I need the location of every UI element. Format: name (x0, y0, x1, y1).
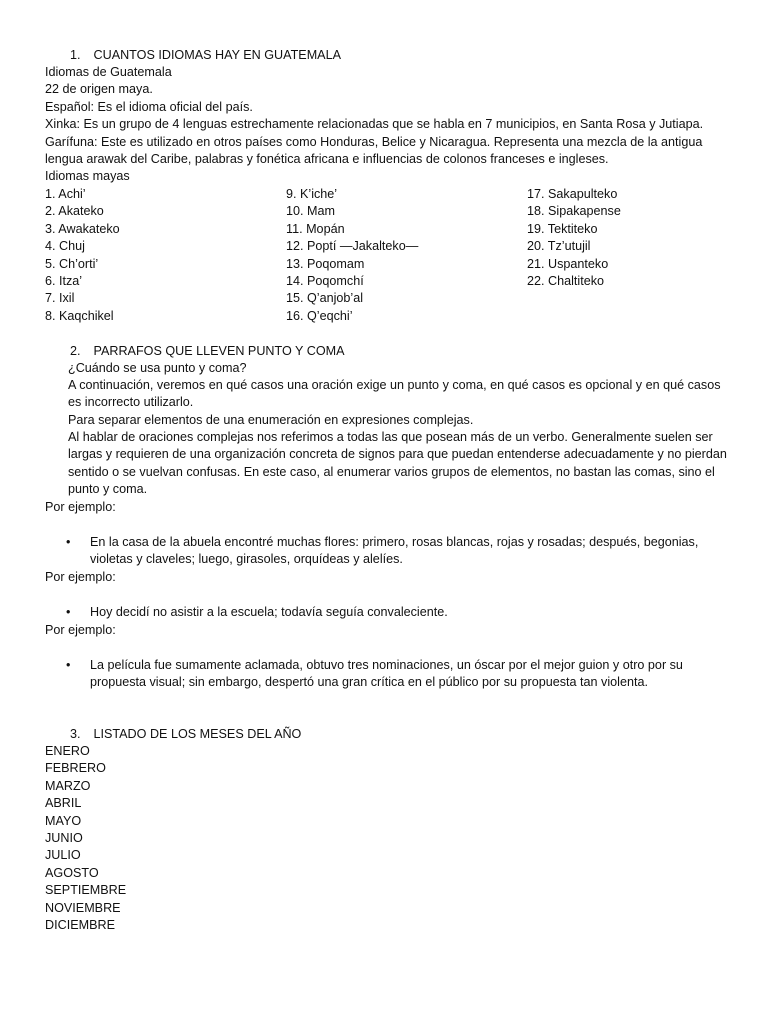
section3-title: LISTADO DE LOS MESES DEL AÑO (93, 727, 302, 741)
section2-number: 2. (70, 344, 81, 358)
list-item: 7. Ixil (45, 291, 75, 306)
list-item: 14. Poqomchí (286, 273, 364, 288)
list-item: 12. Poptí —Jakalteko— (286, 239, 419, 254)
section2-title: PARRAFOS QUE LLEVEN PUNTO Y COMA (93, 344, 345, 358)
list-item: 15. Q’anjob’al (286, 291, 364, 306)
list-item: 18. Sipakapense (527, 204, 621, 219)
list-item: MARZO (45, 778, 91, 793)
text-line: Idiomas de Guatemala (45, 65, 172, 79)
list-item: 2. Akateko (45, 204, 104, 219)
example-label: Por ejemplo: (45, 623, 116, 637)
bullet-icon: • (66, 658, 71, 672)
list-item: 4. Chuj (45, 239, 85, 254)
text-line: Español: Es el idioma oficial del país. (45, 99, 253, 114)
list-item: 8. Kaqchikel (45, 308, 114, 323)
section2-question: ¿Cuándo se usa punto y coma? (68, 361, 247, 375)
example-label: Por ejemplo: (45, 570, 116, 584)
list-item: AGOSTO (45, 865, 99, 880)
text-line: 22 de origen maya. (45, 82, 153, 97)
text-line: Xinka: Es un grupo de 4 lenguas estrechamente relacionadas que se habla en 7 municipios, en Santa Rosa y Jutiapa. (45, 117, 704, 132)
list-item: 1. Achi’ (45, 187, 86, 201)
months-list (45, 743, 735, 934)
section1-number: 1. (70, 48, 81, 62)
list-item: 13. Poqomam (286, 256, 365, 271)
section3-number: 3. (70, 727, 81, 741)
languages-column-2 (286, 186, 418, 325)
section1-title: CUANTOS IDIOMAS HAY EN GUATEMALA (93, 48, 341, 62)
list-item: 6. Itza’ (45, 273, 83, 288)
list-item: 10. Mam (286, 204, 335, 219)
list-item: MAYO (45, 813, 82, 828)
list-item: ENERO (45, 744, 90, 758)
example-label: Por ejemplo: (45, 500, 116, 514)
languages-column-1 (45, 186, 120, 325)
example-text: La película fue sumamente aclamada, obtuvo tres nominaciones, un óscar por el mejor guion y otro por su propuesta visual; sin embargo, despertó una gran crítica en el público por su propuesta tan violenta. (90, 658, 683, 690)
list-item: 9. K’iche’ (286, 187, 338, 201)
section2-subheading: Para separar elementos de una enumeración en expresiones complejas. (68, 413, 474, 427)
section1-body (45, 64, 735, 186)
list-item: JULIO (45, 848, 81, 863)
section3-heading (70, 726, 301, 743)
list-item: 17. Sakapulteko (527, 187, 618, 201)
section2-heading (70, 343, 345, 360)
bullet-icon: • (66, 535, 71, 549)
section1-heading (70, 47, 341, 64)
section2-intro: A continuación, veremos en qué casos una oración exige un punto y coma, en qué casos es opcional y en qué casos es incorrecto utilizarlo. (68, 378, 721, 410)
list-item: 11. Mopán (286, 221, 345, 236)
languages-column-3 (527, 186, 621, 290)
list-item: 22. Chaltiteko (527, 273, 605, 288)
example-text: En la casa de la abuela encontré muchas flores: primero, rosas blancas, rojas y rosadas; después, begonias, violetas y claveles; luego, girasoles, orquídeas y alelíes. (90, 535, 699, 567)
text-line: lengua arawak del Caribe, palabras y fonética africana e influencias de colonos franceses e ingleses. (45, 151, 609, 166)
mayan-languages-list (45, 186, 735, 326)
list-item: 16. Q’eqchi’ (286, 308, 353, 323)
example-text: Hoy decidí no asistir a la escuela; todavía seguía convaleciente. (90, 605, 448, 619)
list-item: 20. Tz’utujil (527, 239, 591, 254)
text-line: Garífuna: Este es utilizado en otros países como Honduras, Belice y Nicaragua. Representa una mezcla de la antigua (45, 134, 703, 149)
list-item: JUNIO (45, 830, 83, 845)
list-item: 5. Ch’orti’ (45, 256, 99, 271)
list-item: 21. Uspanteko (527, 256, 609, 271)
list-item: ABRIL (45, 796, 82, 811)
list-item: 19. Tektiteko (527, 221, 598, 236)
list-item: 3. Awakateko (45, 221, 120, 236)
section2-paragraph: Al hablar de oraciones complejas nos referimos a todas las que posean más de un verbo. Generalmente suelen ser largas y requieren de una organización concreta de signos para que puedan entenderse adecuadamente y no pierdan sentido o se vuelvan confusas. En este caso, al enumerar varios grupos de elementos, no bastan las comas, sino el punto y coma. (68, 430, 727, 497)
list-item: NOVIEMBRE (45, 900, 121, 915)
bullet-icon: • (66, 605, 71, 619)
list-item: FEBRERO (45, 761, 106, 776)
list-item: DICIEMBRE (45, 917, 115, 932)
text-line: Idiomas mayas (45, 169, 130, 184)
list-item: SEPTIEMBRE (45, 883, 127, 898)
